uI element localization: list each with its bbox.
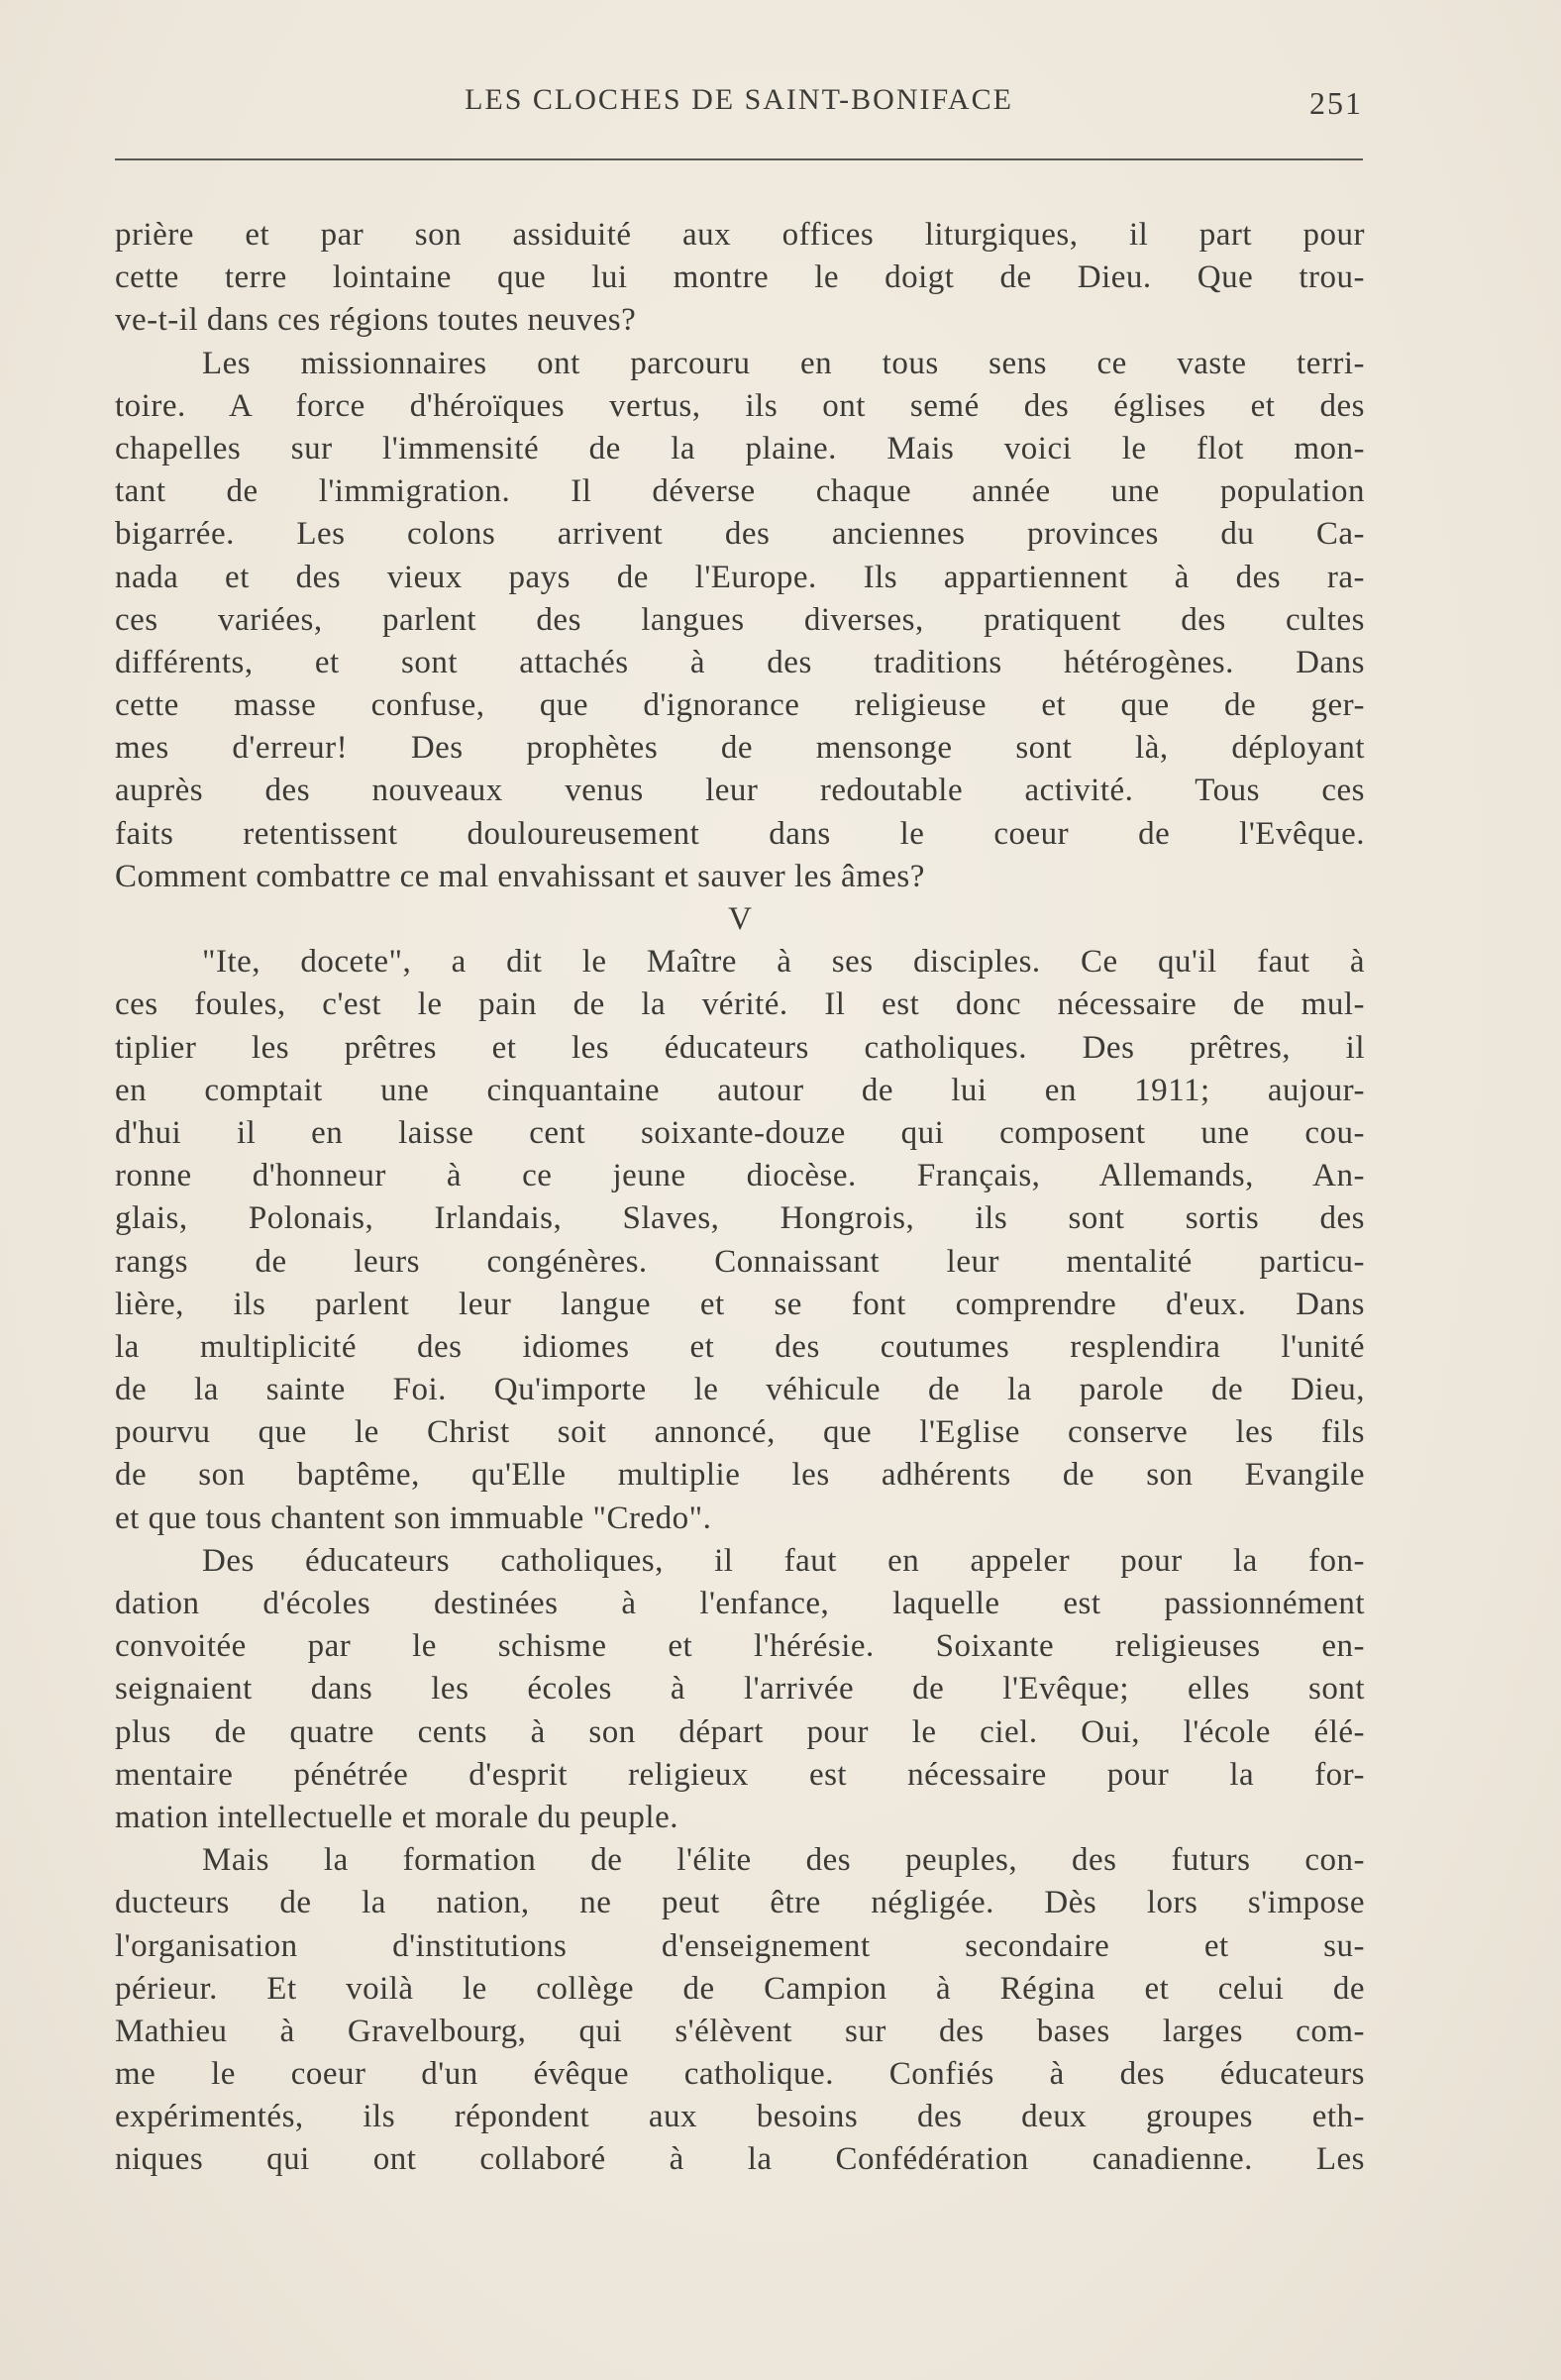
- page-header: [115, 83, 1363, 133]
- text-line: Les missionnaires ont parcouru en tous sens ce vaste terri-: [202, 345, 1365, 381]
- text-line: nada et des vieux pays de l'Europe. Ils appartiennent à des ra-: [115, 559, 1365, 595]
- text-line: chapelles sur l'immensité de la plaine. Mais voici le flot mon-: [115, 430, 1365, 466]
- text-line: expérimentés, ils répondent aux besoins des deux groupes eth-: [115, 2099, 1365, 2135]
- text-line: me le coeur d'un évêque catholique. Confiés à des éducateurs: [115, 2056, 1365, 2093]
- text-line: ronne d'honneur à ce jeune diocèse. Français, Allemands, An-: [115, 1158, 1365, 1194]
- text-line: rangs de leurs congénères. Connaissant leur mentalité particu-: [115, 1243, 1365, 1280]
- text-line: prière et par son assiduité aux offices liturgiques, il part pour: [115, 217, 1365, 253]
- text-line: et que tous chantent son immuable "Credo".: [115, 1500, 712, 1536]
- text-line: ces foules, c'est le pain de la vérité. Il est donc nécessaire de mul-: [115, 986, 1365, 1023]
- text-line: la multiplicité des idiomes et des coutumes resplendira l'unité: [115, 1328, 1365, 1365]
- text-line: auprès des nouveaux venus leur redoutable activité. Tous ces: [115, 773, 1365, 809]
- text-line: glais, Polonais, Irlandais, Slaves, Hongrois, ils sont sortis des: [115, 1200, 1365, 1237]
- text-line: ces variées, parlent des langues diverses, pratiquent des cultes: [115, 601, 1365, 638]
- text-line: mentaire pénétrée d'esprit religieux est nécessaire pour la for-: [115, 1756, 1365, 1793]
- text-line: Mais la formation de l'élite des peuples, des futurs con-: [202, 1842, 1365, 1879]
- text-line: pourvu que le Christ soit annoncé, que l'Eglise conserve les fils: [115, 1414, 1365, 1451]
- page-number: 251: [1309, 85, 1363, 121]
- running-title: LES CLOCHES DE SAINT-BONIFACE: [465, 83, 1013, 116]
- text-line: tant de l'immigration. Il déverse chaque année une population: [115, 473, 1365, 510]
- text-line: ve-t-il dans ces régions toutes neuves?: [115, 302, 637, 339]
- text-line: de son baptême, qu'Elle multiplie les adhérents de son Evangile: [115, 1457, 1365, 1494]
- text-line: lière, ils parlent leur langue et se font comprendre d'eux. Dans: [115, 1286, 1365, 1322]
- text-line: plus de quatre cents à son départ pour le ciel. Oui, l'école élé-: [115, 1713, 1365, 1750]
- text-line: de la sainte Foi. Qu'importe le véhicule de la parole de Dieu,: [115, 1372, 1365, 1408]
- text-line: "Ite, docete", a dit le Maître à ses disciples. Ce qu'il faut à: [202, 944, 1365, 981]
- text-line: périeur. Et voilà le collège de Campion à Régina et celui de: [115, 1970, 1365, 2007]
- body-text: [115, 214, 1365, 2182]
- text-line: ducteurs de la nation, ne peut être négligée. Dès lors s'impose: [115, 1885, 1365, 1921]
- header-rule: [115, 158, 1363, 160]
- text-line: en comptait une cinquantaine autour de lui en 1911; aujour-: [115, 1072, 1365, 1108]
- text-line: cette terre lointaine que lui montre le doigt de Dieu. Que trou-: [115, 259, 1365, 296]
- text-line: seignaient dans les écoles à l'arrivée de l'Evêque; elles sont: [115, 1671, 1365, 1707]
- text-line: d'hui il en laisse cent soixante-douze qui composent une cou-: [115, 1114, 1365, 1151]
- text-line: faits retentissent douloureusement dans le coeur de l'Evêque.: [115, 815, 1365, 852]
- text-line: dation d'écoles destinées à l'enfance, laquelle est passionnément: [115, 1586, 1365, 1621]
- text-line: Des éducateurs catholiques, il faut en appeler pour la fon-: [202, 1542, 1365, 1579]
- text-line: toire. A force d'héroïques vertus, ils ont semé des églises et des: [115, 387, 1365, 424]
- text-line: bigarrée. Les colons arrivent des anciennes provinces du Ca-: [115, 516, 1365, 553]
- text-line: Comment combattre ce mal envahissant et sauver les âmes?: [115, 858, 925, 894]
- text-line: différents, et sont attachés à des traditions hétérogènes. Dans: [115, 644, 1365, 680]
- text-line: tiplier les prêtres et les éducateurs catholiques. Des prêtres, il: [115, 1029, 1365, 1066]
- text-line: l'organisation d'institutions d'enseignement secondaire et su-: [115, 1927, 1365, 1964]
- text-line: mes d'erreur! Des prophètes de mensonge sont là, déployant: [115, 730, 1365, 767]
- text-line: convoitée par le schisme et l'hérésie. Soixante religieuses en-: [115, 1628, 1365, 1665]
- text-line: niques qui ont collaboré à la Confédération canadienne. Les: [115, 2141, 1365, 2178]
- text-line: cette masse confuse, que d'ignorance religieuse et que de ger-: [115, 687, 1365, 724]
- section-heading: V: [728, 901, 752, 937]
- text-line: mation intellectuelle et morale du peuple.: [115, 1799, 678, 1835]
- text-line: Mathieu à Gravelbourg, qui s'élèvent sur des bases larges com-: [115, 2013, 1365, 2049]
